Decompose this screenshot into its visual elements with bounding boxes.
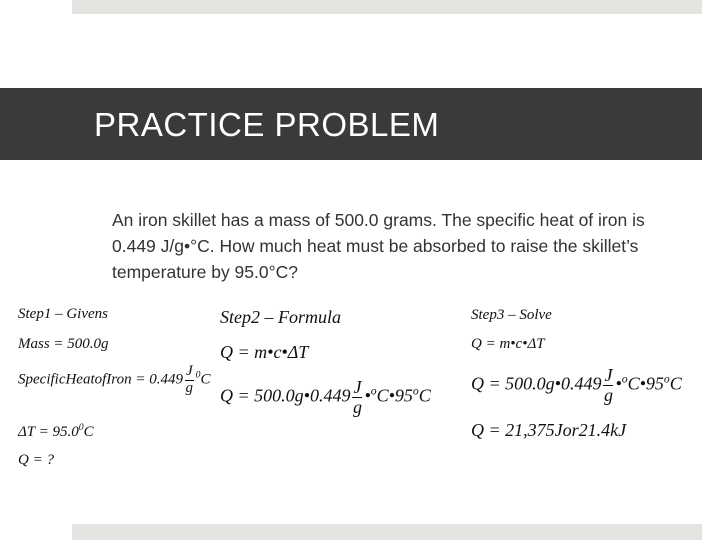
fraction-numerator: J xyxy=(604,365,613,385)
degree-symbol: o xyxy=(621,372,628,386)
degree-symbol: 0 xyxy=(195,369,201,381)
degree-symbol: o xyxy=(370,384,377,398)
step3-formula: Q = m•c•ΔT xyxy=(471,336,545,352)
specific-heat-fraction xyxy=(185,364,194,397)
substitution-fraction xyxy=(352,378,362,417)
substitution-dot: • xyxy=(615,373,622,394)
fraction-denominator: g xyxy=(185,379,194,396)
substitution-fraction xyxy=(603,366,613,405)
fraction-denominator: g xyxy=(603,384,613,405)
unknown-q: Q = ? xyxy=(18,452,54,468)
substitution-unit: C•95 xyxy=(376,385,413,406)
fraction-denominator: g xyxy=(352,396,362,417)
step1-heading: Step1 – Givens xyxy=(18,306,108,322)
given-delta-t xyxy=(18,422,94,441)
given-delta-t-value: ΔT = 95.0 xyxy=(18,424,79,440)
step2-formula: Q = m•c•ΔT xyxy=(220,342,309,362)
problem-line: temperature by 95.0°C? xyxy=(112,262,298,282)
problem-line: An iron skillet has a mass of 500.0 grams. The specific heat of iron is xyxy=(112,210,645,230)
slide-title: PRACTICE PROBLEM xyxy=(94,106,440,143)
degree-symbol: o xyxy=(663,372,670,386)
problem-statement xyxy=(112,207,720,285)
given-mass: Mass = 500.0g xyxy=(18,336,109,352)
degree-symbol: o xyxy=(412,384,419,398)
step2-substitution xyxy=(220,378,431,417)
top-decorative-strip xyxy=(72,0,702,14)
given-delta-t-unit: C xyxy=(83,424,94,440)
bottom-decorative-strip xyxy=(72,524,702,540)
given-specific-heat xyxy=(18,364,211,397)
substitution-prefix: Q = 500.0g•0.449 xyxy=(220,385,351,406)
substitution-unit-end: C xyxy=(669,373,682,394)
given-specific-heat-prefix: SpecificHeatofIron = 0.449 xyxy=(18,371,183,388)
substitution-unit-end: C xyxy=(418,385,431,406)
step3-answer: Q = 21,375Jor21.4kJ xyxy=(471,420,627,440)
substitution-prefix: Q = 500.0g•0.449 xyxy=(471,373,602,394)
given-specific-heat-unit: C xyxy=(200,371,211,388)
degree-symbol: 0 xyxy=(78,422,84,433)
step3-substitution xyxy=(471,366,682,405)
substitution-dot: • xyxy=(364,385,371,406)
problem-line: 0.449 J/g•°C. How much heat must be absorbed to raise the skillet’s xyxy=(112,236,639,256)
fraction-numerator: J xyxy=(353,377,362,397)
step2-heading: Step2 – Formula xyxy=(220,307,341,327)
step3-heading: Step3 – Solve xyxy=(471,307,552,323)
fraction-numerator: J xyxy=(185,363,193,379)
substitution-unit: C•95 xyxy=(627,373,664,394)
